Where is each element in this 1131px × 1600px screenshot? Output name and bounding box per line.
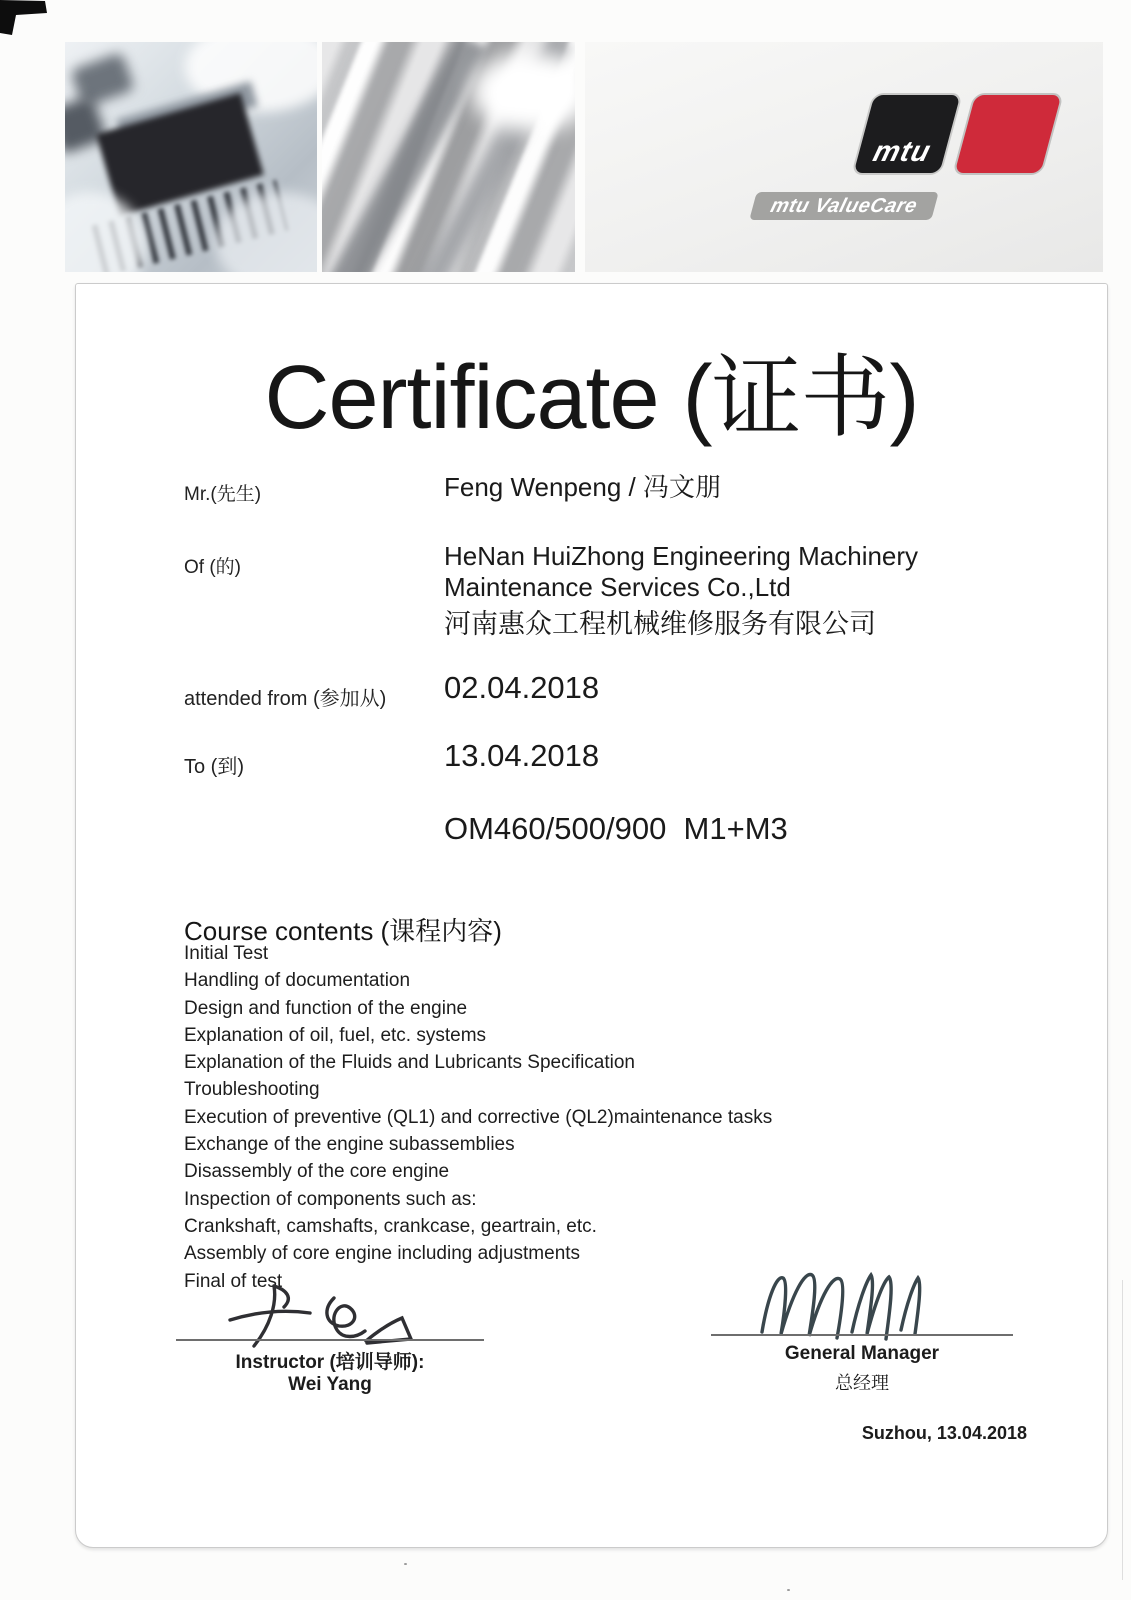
mtu-logo xyxy=(862,93,1053,175)
course-item: Assembly of core engine including adjustments xyxy=(184,1243,581,1265)
instructor-signature-line xyxy=(176,1339,484,1341)
field-value-company-line2: Maintenance Services Co.,Ltd xyxy=(444,572,791,602)
mtu-valuecare-badge-label: mtu ValueCare xyxy=(768,194,920,217)
course-item: Explanation of the Fluids and Lubricants Specification xyxy=(184,1052,635,1074)
field-label-of: Of (的) xyxy=(184,557,241,578)
field-label-mr: Mr.(先生) xyxy=(184,484,262,505)
course-item: Handling of documentation xyxy=(184,970,411,992)
circuit-board-photo xyxy=(65,42,317,272)
field-label-to: To (到) xyxy=(184,756,244,778)
header-banner xyxy=(0,42,1131,272)
field-value-start-date: 02.04.2018 xyxy=(444,670,600,705)
instructor-name: Wei Yang xyxy=(288,1374,372,1395)
scan-edge-line xyxy=(1122,1280,1123,1580)
field-value-course-code: OM460/500/900 M1+M3 xyxy=(444,811,788,846)
general-manager-signature-line xyxy=(711,1334,1013,1336)
field-value-company-cjk: 河南惠众工程机械维修服务有限公司 xyxy=(444,609,876,639)
mtu-logo-black-tile xyxy=(851,93,963,175)
field-label-attended-from: attended from (参加从) xyxy=(184,688,387,710)
course-item: Initial Test xyxy=(184,943,269,964)
instructor-role-label: Instructor (培训导师): xyxy=(235,1352,425,1373)
course-item: Design and function of the engine xyxy=(184,997,468,1019)
course-item: Disassembly of the core engine xyxy=(184,1161,450,1183)
course-item: Exchange of the engine subassemblies xyxy=(184,1134,515,1156)
field-value-end-date: 13.04.2018 xyxy=(444,738,600,773)
certificate-sheet xyxy=(75,283,1108,1548)
mtu-logo-text: mtu xyxy=(869,136,935,168)
course-item: Troubleshooting xyxy=(184,1079,320,1101)
place-and-date: Suzhou, 13.04.2018 xyxy=(861,1423,1027,1443)
course-item: Final of test xyxy=(184,1270,283,1292)
general-manager-role-cjk: 总经理 xyxy=(835,1373,889,1393)
course-item: Crankshaft, camshafts, crankcase, geartrain, etc. xyxy=(184,1215,597,1237)
course-contents-heading: Course contents (课程内容) xyxy=(184,916,502,946)
brand-panel xyxy=(585,42,1103,272)
scan-speck xyxy=(787,1589,790,1591)
mtu-valuecare-badge xyxy=(749,192,939,220)
field-value-attendee-name: Feng Wenpeng / 冯文朋 xyxy=(444,472,721,502)
course-contents-list xyxy=(184,940,772,1295)
scan-speck xyxy=(404,1563,407,1565)
general-manager-role-label: General Manager xyxy=(784,1343,940,1364)
field-value-company-line1: HeNan HuiZhong Engineering Machinery xyxy=(444,541,919,571)
scan-artifact-mark xyxy=(0,0,60,42)
certificate-title: Certificate (证书) xyxy=(264,348,919,448)
course-item: Execution of preventive (QL1) and corrective (QL2)maintenance tasks xyxy=(184,1106,773,1128)
general-manager-signature xyxy=(754,1262,969,1342)
engine-photo xyxy=(322,42,575,272)
mtu-logo-red-tile xyxy=(952,93,1064,175)
course-item: Explanation of oil, fuel, etc. systems xyxy=(184,1024,487,1046)
course-item: Inspection of components such as: xyxy=(184,1188,477,1210)
